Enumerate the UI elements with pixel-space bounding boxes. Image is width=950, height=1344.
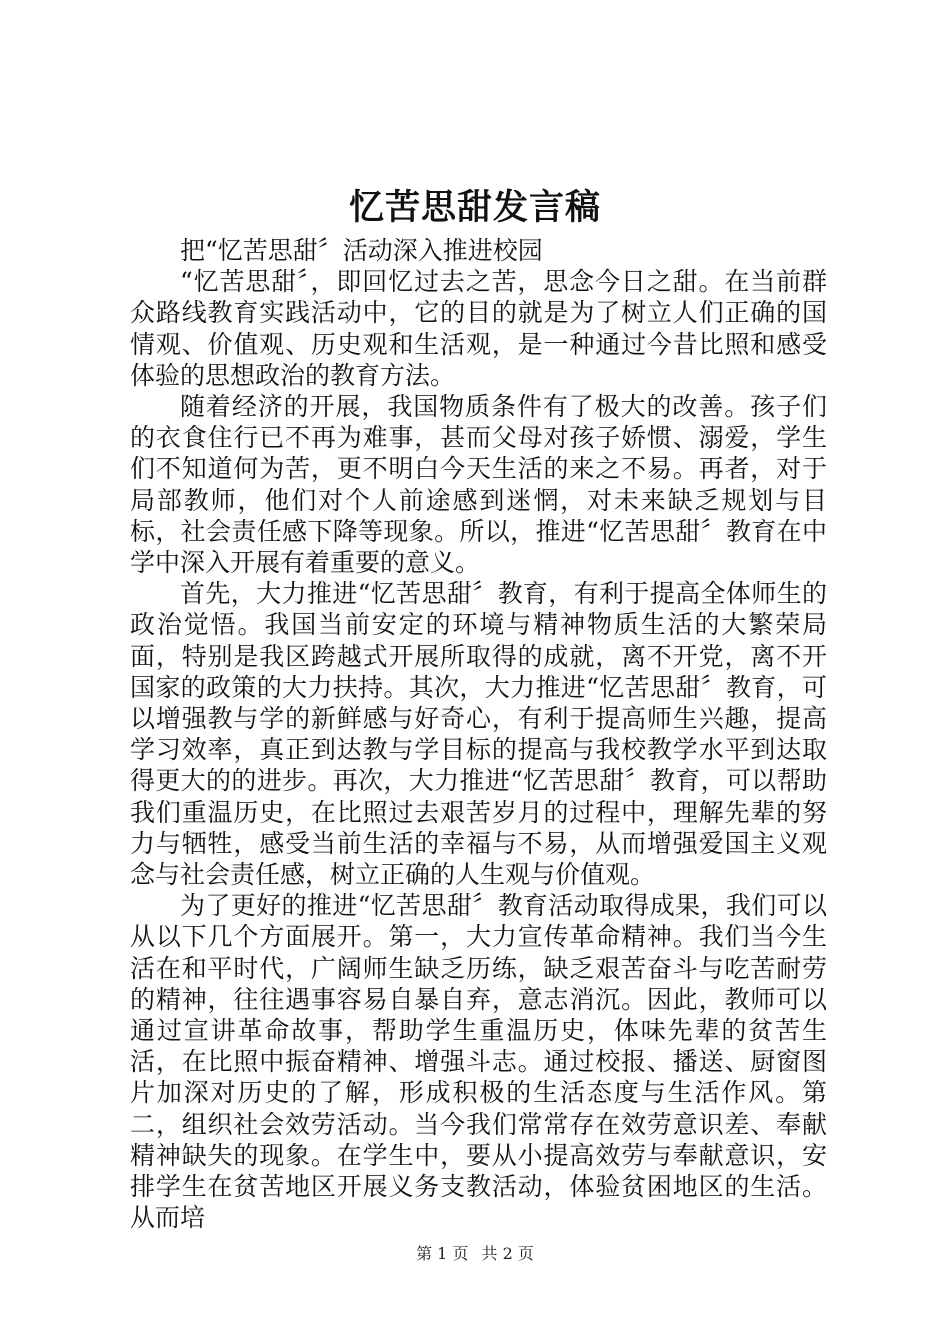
page-footer: [0, 1243, 950, 1265]
paragraph-subtitle: 把“忆苦思甜〞活动深入推进校园: [180, 236, 543, 265]
paragraph-significance: 首先，大力推进“忆苦思甜〞教育，有利于提高全体师生的政治觉悟。我国当前安定的环境与精神物质生活的大繁荣局面，特别是我区跨越式开展所取得的成就，离不开党，离不开国家的政策的大力扶持。其次，大力推进“忆苦思甜〞教育，可以增强教与学的新鲜感与好奇心，有利于提高师生兴趣，提高学习效率，真正到达教与学目标的提高与我校教学水平到达取得更大的的进步。再次，大力推进“忆苦思甜〞教育，可以帮助我们重温历史，在比照过去艰苦岁月的过程中，理解先辈的努力与牺牲，感受当前生活的幸福与不易，从而增强爱国主义观念与社会责任感，树立正确的人生观与价值观。: [130, 579, 827, 890]
page-total: 共 2 页: [481, 1244, 534, 1263]
paragraph-background: 随着经济的开展，我国物质条件有了极大的改善。孩子们的衣食住行已不再为难事，甚而父母对孩子娇惯、溺爱，学生们不知道何为苦，更不明白今天生活的来之不易。再者，对于局部教师，他们对个人前途感到迷惘，对未来缺乏规划与目标，社会责任感下降等现象。所以，推进“忆苦思甜〞教育在中学中深入开展有着重要的意义。: [130, 392, 827, 578]
paragraph-measures: 为了更好的推进“忆苦思甜〞教育活动取得成果，我们可以从以下几个方面展开。第一，大力宣传革命精神。我们当今生活在和平时代，广阔师生缺乏历练，缺乏艰苦奋斗与吃苦耐劳的精神，往往遇事容易自暴自弃，意志消沉。因此，教师可以通过宣讲革命故事，帮助学生重温历史，体味先辈的贫苦生活，在比照中振奋精神、增强斗志。通过校报、播送、厨窗图片加深对历史的了解，形成积极的生活态度与生活作风。第二，组织社会效劳活动。当今我们常常存在效劳意识差、奉献精神缺失的现象。在学生中，要从小提高效劳与奉献意识，安排学生在贫苦地区开展义务支教活动，体验贫困地区的生活。从而培: [130, 891, 827, 1233]
document-title: 忆苦思甜发言稿: [348, 187, 601, 228]
document-body: [130, 235, 827, 1234]
page-number: 第 1 页: [416, 1244, 469, 1263]
paragraph-definition: “忆苦思甜〞，即回忆过去之苦，思念今日之甜。在当前群众路线教育实践活动中，它的目的就是为了树立人们正确的国情观、价值观、历史观和生活观，是一种通过今昔比照和感受体验的思想政治的教育方法。: [130, 267, 827, 390]
